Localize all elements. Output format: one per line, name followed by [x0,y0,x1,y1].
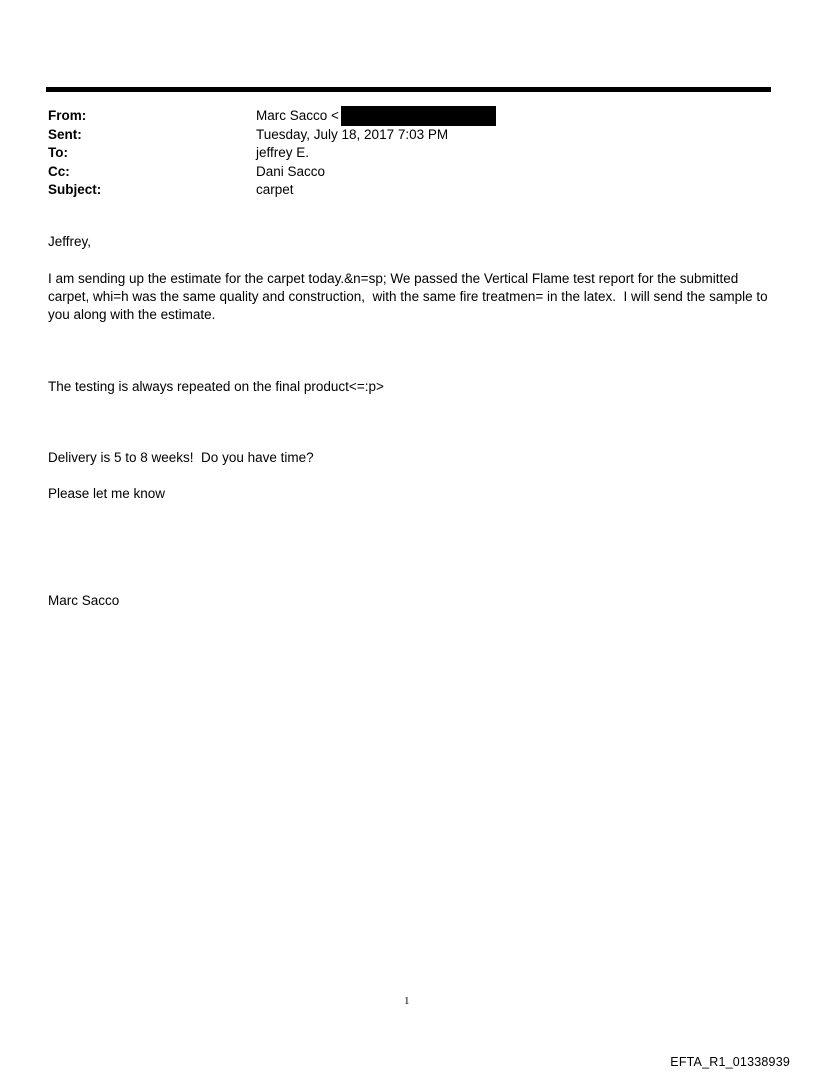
body-paragraph-2: The testing is always repeated on the final product<=:p> [48,379,384,394]
from-value [256,107,496,126]
from-row [48,107,496,126]
sent-row [48,126,496,145]
redaction-box [341,106,496,126]
body-paragraph-4: Please let me know [48,486,166,501]
signature: Marc Sacco [48,593,120,608]
to-row [48,144,496,163]
header-rule [46,87,771,92]
sent-label: Sent: [48,126,82,142]
from-sender: Marc Sacco < [256,108,339,123]
page-number: 1 [404,995,410,1007]
subject-row [48,181,496,200]
to-label: To: [48,145,68,160]
email-header [48,107,496,200]
bates-number: EFTA_R1_01338939 [670,1055,790,1069]
body-paragraph-1: I am sending up the estimate for the carpet today.&n=sp; We passed the Vertical Flame test report for the submitted carpet, whi=h was the same quality and construction, with the same fire treatmen= in the latex. I will send the sample to you along with the estimate. [48,271,772,322]
body-paragraph-3: Delivery is 5 to 8 weeks! Do you have time? [48,450,314,465]
from-label: From: [48,108,87,123]
to-value: jeffrey E. [256,145,310,160]
cc-label: Cc: [48,163,70,179]
subject-label: Subject: [48,182,102,197]
cc-row [48,163,496,182]
sent-value: Tuesday, July 18, 2017 7:03 PM [256,126,449,142]
subject-value: carpet [256,182,294,197]
cc-value: Dani Sacco [256,163,326,179]
greeting: Jeffrey, [48,234,92,249]
